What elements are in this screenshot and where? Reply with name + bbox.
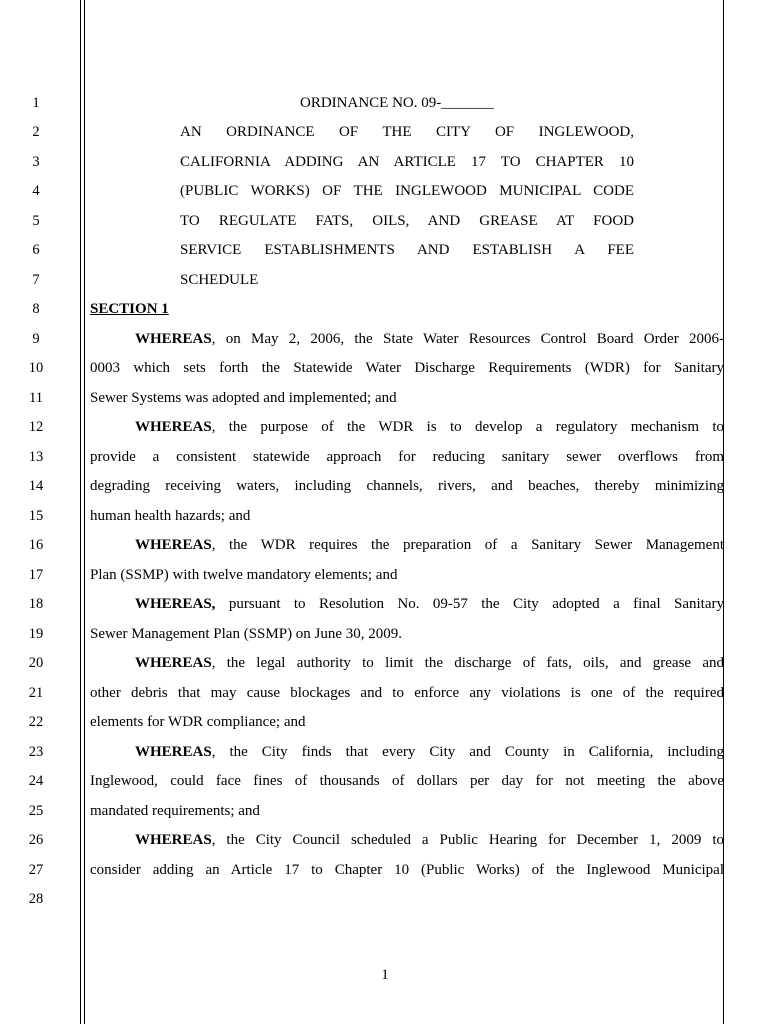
page-number: 1 <box>381 967 389 983</box>
whereas-keyword: WHEREAS, <box>135 596 216 612</box>
paragraph-line <box>90 594 724 614</box>
line-number: 18 <box>28 596 44 612</box>
line-number: 8 <box>32 301 40 317</box>
paragraph-line <box>90 653 724 673</box>
paragraph-line: other debris that may cause blockages and to enforce any violations is one of the required <box>90 685 724 701</box>
heading-line: SCHEDULE <box>180 272 259 288</box>
whereas-keyword: WHEREAS <box>135 331 212 347</box>
heading-line: SERVICE ESTABLISHMENTS AND ESTABLISH A FEE <box>180 242 634 258</box>
whereas-keyword: WHEREAS <box>135 419 212 435</box>
paragraph-line: provide a consistent statewide approach for reducing sanitary sewer overflows from <box>90 449 724 465</box>
line-number: 3 <box>32 154 40 170</box>
paragraph-line: elements for WDR compliance; and <box>90 714 306 730</box>
ordinance-title: ORDINANCE NO. 09-_______ <box>300 95 494 111</box>
line-number: 9 <box>32 331 40 347</box>
heading-line: (PUBLIC WORKS) OF THE INGLEWOOD MUNICIPAL CODE <box>180 183 634 199</box>
line-number: 7 <box>32 272 40 288</box>
paragraph-line: human health hazards; and <box>90 508 251 524</box>
paragraph-text: , the City Council scheduled a Public Hearing for December 1, 2009 to <box>211 832 724 848</box>
heading-line: AN ORDINANCE OF THE CITY OF INGLEWOOD, <box>180 124 634 140</box>
paragraph-line: 0003 which sets forth the Statewide Water Discharge Requirements (WDR) for Sanitary <box>90 360 724 376</box>
line-number: 6 <box>32 242 40 258</box>
line-number: 12 <box>28 419 44 435</box>
line-number: 4 <box>32 183 40 199</box>
heading-line: CALIFORNIA ADDING AN ARTICLE 17 TO CHAPTER 10 <box>180 154 634 170</box>
paragraph-line: consider adding an Article 17 to Chapter 10 (Public Works) of the Inglewood Municipal <box>90 862 724 878</box>
whereas-keyword: WHEREAS <box>135 832 212 848</box>
line-number: 24 <box>28 773 44 789</box>
line-number: 23 <box>28 744 44 760</box>
paragraph-text: pursuant to Resolution No. 09-57 the City adopted a final Sanitary <box>215 596 724 612</box>
line-number: 27 <box>28 862 44 878</box>
paragraph-line: degrading receiving waters, including channels, rivers, and beaches, thereby minimizing <box>90 478 724 494</box>
paragraph-line <box>90 417 724 437</box>
paragraph-line: Inglewood, could face fines of thousands of dollars per day for not meeting the above <box>90 773 724 789</box>
line-number: 19 <box>28 626 44 642</box>
line-number: 1 <box>32 95 40 111</box>
line-number: 26 <box>28 832 44 848</box>
heading-line: TO REGULATE FATS, OILS, AND GREASE AT FOOD <box>180 213 634 229</box>
paragraph-text: , on May 2, 2006, the State Water Resources Control Board Order 2006- <box>211 331 724 347</box>
line-number: 11 <box>29 390 43 406</box>
line-number: 28 <box>28 891 44 907</box>
paragraph-text: , the purpose of the WDR is to develop a regulatory mechanism to <box>211 419 724 435</box>
paragraph-line: Sewer Systems was adopted and implemented; and <box>90 390 397 406</box>
line-number: 14 <box>28 478 44 494</box>
paragraph-line: Sewer Management Plan (SSMP) on June 30, 2009. <box>90 626 403 642</box>
paragraph-line <box>90 535 724 555</box>
line-number: 13 <box>28 449 44 465</box>
paragraph-line <box>90 830 724 850</box>
line-number: 15 <box>28 508 44 524</box>
whereas-keyword: WHEREAS <box>135 655 212 671</box>
whereas-keyword: WHEREAS <box>135 537 212 553</box>
paragraph-text: , the legal authority to limit the discharge of fats, oils, and grease and <box>211 655 724 671</box>
line-number: 10 <box>28 360 44 376</box>
line-number: 16 <box>28 537 44 553</box>
line-number: 20 <box>28 655 44 671</box>
whereas-keyword: WHEREAS <box>135 744 212 760</box>
line-number: 22 <box>28 714 44 730</box>
paragraph-line: mandated requirements; and <box>90 803 260 819</box>
line-number: 17 <box>28 567 44 583</box>
section-heading: SECTION 1 <box>90 301 169 317</box>
paragraph-line <box>90 742 724 762</box>
line-number: 5 <box>32 213 40 229</box>
paragraph-line: Plan (SSMP) with twelve mandatory elements; and <box>90 567 398 583</box>
line-number: 21 <box>28 685 44 701</box>
paragraph-line <box>90 329 724 349</box>
paragraph-text: , the WDR requires the preparation of a Sanitary Sewer Management <box>211 537 724 553</box>
line-number: 25 <box>28 803 44 819</box>
line-number: 2 <box>32 124 40 140</box>
paragraph-text: , the City finds that every City and County in California, including <box>211 744 724 760</box>
